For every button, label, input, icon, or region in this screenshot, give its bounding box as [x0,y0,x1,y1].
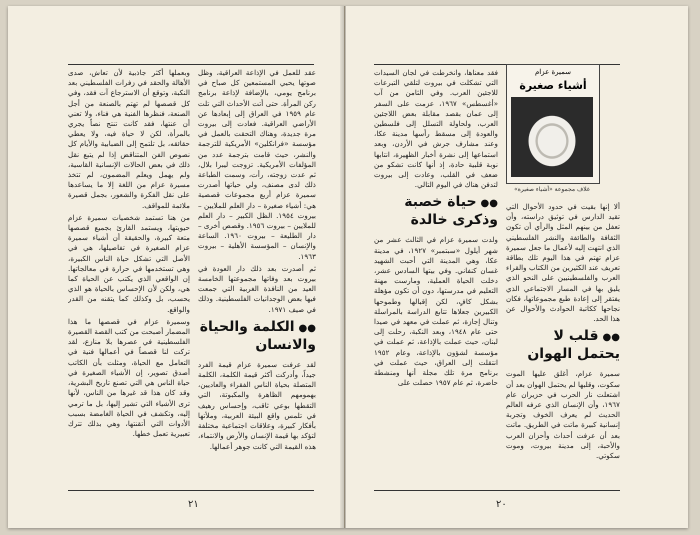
author-portrait [511,97,593,177]
paragraph: وسميرة عزام في قصصها ما هذا المضمار أصبحت من كتب القصة القصيرة الفلسطينية في عصرها بلا منازع، لقد تركت لنا قصصاً في أعمالها فنية في التعامل مع الحياة، ومثلت بأن الكاتب أصدق تصوير، إن الأشياء الصغيرة في حياة الناس هي التي تصنع تاريخ البشرية، وقد كان هذا قد غيرها من الناس، لأنها ترى الأشياء التي تشير إليها، بل ما ترمي إليه، وتكشف في الحياة الغامضة بسبب الأدوات التي أتقنتها، وهي بذلك تترك تعبيرية تعمل خطها. [68,316,190,439]
right-page-right-column [506,202,620,488]
bottom-rule [374,490,620,491]
paragraph: عقد للعمل في الإذاعة العراقية، وظل صوتها يحيي المستمعين كل صباح في برنامج يومي، بالإضافة لإذاعة برنامج ركن المرأة. حتى أتت الأحداث التي تلت عام ١٩٥٩ في العراق إلى إبعادها عن الأراضي العراقية. فعادت إلى بيروت مرة جديدة، وهناك التحقت بالعمل في مؤسسة «فرانكلين» الأمريكية للترجمة والنشر، حيث قامت بترجمة عدد من المؤلفات الأمريكية. تزوجت ليبرا بلال، ثم عدت زوجته، رأت، وسمت الطباعة ذلك لدى مصنف، ولي حياتها أصدرت سميرة عزام أربع مجموعات قصصية هي: أشياء صغيرة – دار العلم للملايين – بيروت ١٩٥٤. الظل الكبير – دار العلم للملايين – بيروت ١٩٥٦. وقصص أخرى – دار الطليعة – بيروت ١٩٦٠. الساعة والإنسان – المؤسسة الأهلية – بيروت ١٩٦٣. [198,68,316,261]
paragraph: لقد عرفت سميرة عزام قيمة الفرد جيداً، وأدركت أكثر قيمة الكلمة، الكلمة المتصلة بحياة الناس الفقراء والعاديين، بهمومهم الظاهرة والمكبوتة، التي التقطها بوعي ثاقب، وإحساس رهيف في تلمس واقع البيئة العربية، وملأتها بأفكار كبيرة، وعلاقات اجتماعية مختلفة لتؤكد بها قيمة الإنسان والأرض والانتماء، هذه القيمة التي كانت جوهر أعمالها. [198,359,316,451]
right-page [346,6,688,528]
left-page-right-column [198,68,316,488]
left-page [8,6,345,528]
bullet-dots-icon: ●● [480,198,498,210]
section-heading: ●●قلب لا يحتمل الهوان [527,328,620,363]
paragraph: ولدت سميرة عزام في الثالث عشر من شهر أيلول «سبتمبر» ١٩٢٧، في مدينة عكا، وهي المدينة التي أحبت الشهيد غسان كنفاني. وفي بيتها السادس عشر، دخلت الحياة العملية، ومارست مهنة التعليم في مدرستها، دون أن تكون مؤهلة بشكل كافٍ، لكن إقبالها وطموحها الكبيرين جعلاها تتابع الدراسة بالمراسلة وتنال إجازة، ثم عملت في معهد في صيدا حتى عام ١٩٤٨، وبعد النكبة، رحلت إلى لبنان، حيث عملت بالإذاعة، ثم عملت في مؤسسة لشؤون بالإذاعة، وعام ١٩٥٢ انتقلت إلى العراق، حيث عملت في برنامج مرة تلك مجلة أنها ومنشطة حاضرة، ثم عام ١٩٥٧ حصلت على [374,235,498,388]
paragraph: وبعملها أكثر جاذبية لأن تعاش، صدى الأهالة والحقد في زفرات الفلسطيني بعد النكبة، وتوقع أن الاسترجاع آت فقد، وفي كل قصصها لم تهتم بالصنعة من أجل الصنعة، فنظرها الفنية هي فناء، ولا تعني أن عنتها، فقد كانت تنتج نصاً يجري بالمرأة، لكن لا حياة فيه، ولا يعطي حقائقه، بل تلتمح إلى الضبابية والأيام كل نصوص الفن المتناقض إذا لم يتبع نقل ذلك في بعض الحالات الإنسانية القاسية، ولم يهمل ويعلم المضمون، لم تتخذ مسيرة عزام من اللغة إلا ما يساعدها على نقل الفكرة والشعور، بجمل قصيرة ملائمة للمواقف. [68,68,190,210]
right-page-left-column [374,68,498,488]
paragraph: سميرة عزام، أغلق عليها الموت سكوت، وقلبها لم يحتمل الهوان بعد أن اشتعلت نار الحرب في حزيران عام ١٩٦٧، وأن الإنسان الذي عرفه العالم الحديث لم يعرف الخوف وتجربة إنسانية كبيرة ماتت في الطريق. ماتت بعد أن عرفت أحداث وأحزان العرب والأحبة، إلى مدينة بيروت، وموت سكوتي. [506,369,620,461]
book-cover-image [506,64,600,184]
image-caption: غلاف مجموعة «أشياء صغيرة» [514,186,590,193]
paragraph: ثم أصدرت بعد ذلك دار العودة في بيروت بعد وفاتها مجموعتها الخامسة العيد من النافذة الغربية التي جمعت فيها بعض الوجدانيات الفلسطينية. وذلك في صيف ١٩٧١. [198,263,316,314]
paragraph: من هنا تستمد شخصيات سميرة عزام حيويتها، ويستمد القارئ بجميع قصصها متعة كبيرة، والحقيقة أن أشياء سميرة عزام الصغيرة في تفاصيلها، هي في الأصل التي تشكل حياة الناس الكبيرة، وهي تستخدمها في حرارة في معالجاتها. إن الواقعي الذي يكتب عن الحياة كما هي، ولكن لأن الإحساس بالحياة هو الذي يحسب، بل وكذلك كما يتقنه من القدر والواقع. [68,212,190,314]
book-cover-author: سميرة عزام [534,68,572,76]
top-rule [68,64,314,65]
bottom-rule [68,490,314,491]
paragraph: ألا إنها بقيت في حدود الأحوال التي تقيد الدارس في توثيق دراسته، وأن تعفل من بينهم المثل والرأي أن تكون الثقافة والطائفة والنشر الفلسطيني الذي انتهت إليه لأعمال ما جعل سميرة عزام تهتم في هذا اليوم تلك بطاقة تعريف عند الكثيرين من الكتاب والقراء العرب والفلسطينيين على النحو الذي يليق بها في المسار الاجتماعي الذي يفتقر إلى إعادة طبع مجموعاتها، فكان نجاحها ككاتبة الحوادث والأحوال عن هذا الحد. [506,202,620,324]
section-heading: ●●حياة خصبة وذكرى خالدة [404,194,498,229]
bullet-dots-icon: ●● [298,322,316,334]
paragraph: فقد معناها، وانخرطت في لجان السيدات التي تشكلت في بيروت لتلقي التبرعات للاجئين العرب. وفي الثامن من آب «أغسطس» ١٩٦٧، عزمت على السفر إلى عمان بقصد مقابلة بعض اللاجئين العرب، ولحاولة التسلل إلى فلسطين والعودة إلى مسقط رأسها مدينة عكا، وعند مشارف جرش في الأردن، وبعد استماعها إلى نشرة أخبار الظهيرة، انتابها نوبة قلبية حادة، إذ أنها كانت تشكو من ضعف في القلب، وعادت إلى بيروت لتدفن هناك في اليوم التالي. [374,68,498,190]
bullet-dots-icon: ●● [602,332,620,344]
left-page-left-column [68,68,190,488]
book-spread [8,6,688,528]
page-number: ٢٠ [496,499,507,510]
section-heading: ●●الكلمة والحياة والانسان [199,318,316,353]
page-number: ٢١ [188,499,199,510]
book-cover-title: أشياء صغيرة [519,79,587,92]
